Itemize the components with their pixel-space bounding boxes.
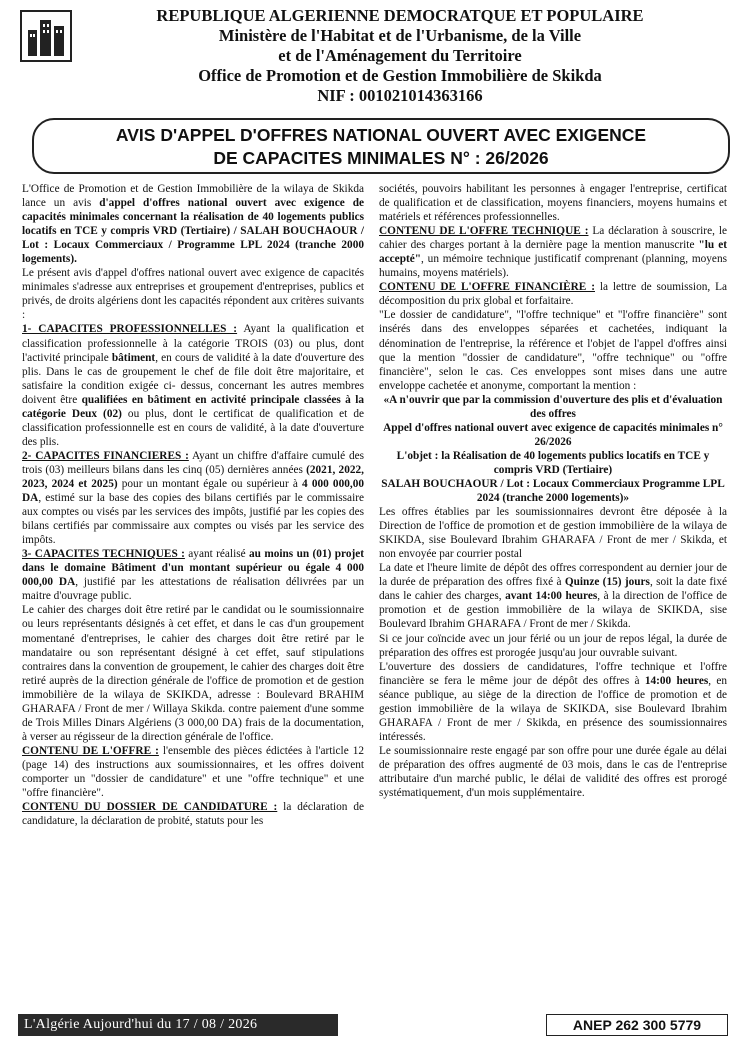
application-content bbox=[22, 800, 364, 828]
deposit-paragraph: Les offres établies par les soumissionnaires devront être déposée à la Direction de l'office de promotion et de gestion immobilière de la wilaya de SKIKDA, sise Boulevard Ibrahim GHARAFA / Front de mer / Skikda, et non envoyée par courrier postal bbox=[379, 506, 727, 561]
text-run: L'ouverture des dossiers de candidatures, l'offre technique et l'offre financière se fera le même jour de dépôt des offres à bbox=[379, 660, 727, 687]
text-run: La déclaration à souscrire, le cahier des charges portant à la dernière page la mention manuscrite bbox=[379, 225, 727, 252]
financial-offer bbox=[379, 280, 727, 308]
text-run: ou plus, dont le certificat de qualification et de classification professionnelle est en cours de validité, à la date d'ouverture des plis. bbox=[22, 407, 365, 448]
building-logo-icon bbox=[20, 10, 72, 62]
right-column bbox=[379, 182, 727, 800]
deadline-paragraph bbox=[379, 561, 727, 631]
document-header bbox=[0, 0, 746, 112]
technical-offer-heading: CONTENU DE L'OFFRE TECHNIQUE : bbox=[379, 225, 589, 238]
validity-paragraph: Le soumissionnaire reste engagé par son offre pour une durée égale au délai de préparation des offres augmenté de 03 mois, dans le cas de l'entreprise attributaire d'un marché public, le délai de validité des offres est prorogé systématiquement, d'un mois supplémentaire. bbox=[379, 744, 727, 800]
text-run: La date et l'heure limite de dépôt des offres correspondent au dernier jour de la durée de préparation des offres fixé à bbox=[379, 562, 727, 589]
technical-capacity bbox=[22, 547, 364, 603]
left-column bbox=[22, 182, 364, 828]
financial-offer-heading: CONTENU DE L'OFFRE FINANCIÈRE : bbox=[379, 281, 595, 294]
text-run: l'ensemble des pièces édictées à l'article 12 (page 14) des instructions aux soumissionnaires, et les offres doivent comporter un "dossier de candidature" et une "offre technique" et une "offre financière". bbox=[22, 744, 364, 800]
publication-banner: L'Algérie Aujourd'hui du 17 / 08 / 2026 bbox=[18, 1014, 338, 1036]
notice-title-line-2: DE CAPACITES MINIMALES N° : 26/2026 bbox=[213, 148, 549, 168]
text-run: , à la direction de l'office de promotion et de gestion immobilière de la wilaya de SKIKDA, sise Boulevard Ibrahim GHARAFA / Front de mer / Skikda. bbox=[379, 590, 727, 631]
text-run: ayant réalisé bbox=[184, 548, 249, 561]
opening-paragraph bbox=[379, 660, 727, 744]
text-run: Ayant un chiffre d'affaire cumulé des trois (03) meilleurs bilans dans les cinq (05) dernières années bbox=[22, 449, 364, 476]
notice-title-box bbox=[32, 118, 730, 174]
text-run: "lu et accepté" bbox=[379, 239, 727, 266]
text-run: , en cours de validité à la date d'ouverture des plis. Dans le cas de groupement le chef de file doit être majoritaire, et satisfaire la condition exigée ci- dessus, concernant les autres membres doivent être bbox=[22, 351, 364, 406]
text-run: , justifié par les attestations de réalisation délivrées par un maitre d'ouvrage public. bbox=[22, 576, 364, 603]
text-run: Quinze (15) jours bbox=[564, 576, 650, 589]
header-text bbox=[80, 6, 720, 106]
text-run: pour un montant égale ou supérieur à bbox=[117, 477, 303, 490]
offer-heading: CONTENU DE L'OFFRE : bbox=[22, 744, 159, 757]
notice-title-line-1: AVIS D'APPEL D'OFFRES NATIONAL OUVERT AVEC EXIGENCE bbox=[115, 125, 647, 145]
application-continued: sociétés, pouvoirs habilitant les personnes à engager l'entreprise, certificat de qualification et de classification, moyens financiers, moyens humains et matériels et références professionnelles. bbox=[379, 183, 727, 224]
financial-heading: 2- CAPACITES FINANCIERES : bbox=[22, 449, 189, 462]
technical-heading: 3- CAPACITES TECHNIQUES : bbox=[22, 548, 185, 561]
offer-content bbox=[22, 744, 364, 800]
text-run: , estimé sur la base des copies des bilans certifiés par le commissaire aux comptes ou visés par les services des impôts, justifié par les copies des bilans certifiés par commissaire aux comptes ou visés par les service des impôts. bbox=[22, 492, 364, 547]
financial-capacity bbox=[22, 449, 364, 547]
header-nif: NIF : 001021014363166 bbox=[317, 86, 483, 105]
intro-paragraph bbox=[22, 182, 364, 266]
envelope-mention-1: «A n'ouvrir que par la commission d'ouverture des plis et d'évaluation des offres bbox=[383, 393, 723, 420]
anep-reference: ANEP 262 300 5779 bbox=[546, 1014, 728, 1036]
application-heading: CONTENU DU DOSSIER DE CANDIDATURE : bbox=[22, 801, 278, 814]
scope-paragraph: Le présent avis d'appel d'offres national ouvert avec exigence de capacités minimales s'adresse aux entreprises et groupement d'entreprises, publics et privés, de droits algériens dont les capacités répondent aux critères suivants : bbox=[22, 267, 364, 322]
text-run: , un mémoire technique justificatif comprenant (planning, moyens humains, moyens matériels). bbox=[379, 253, 727, 280]
professional-capacity bbox=[22, 322, 364, 448]
envelope-mention-2: Appel d'offres national ouvert avec exigence de capacités minimales n° 26/2026 bbox=[383, 421, 723, 448]
envelopes-paragraph: "Le dossier de candidature", "l'offre technique" et "l'offre financière" sont insérés dans des enveloppes séparées et cachetées, indiquant la dénomination de l'entreprise, la référence et l'objet de l'appel d'offres ainsi que la mention "dossier de candidature", "offre technique" ou "offre financière", selon le cas. Ces enveloppes sont mises dans une autre enveloppe cachetée et anonyme, comportant la mention : bbox=[379, 309, 727, 392]
text-run: bâtiment bbox=[111, 351, 156, 364]
intro-bold: d'appel d'offres national ouvert avec exigence de capacités minimales concernant la réalisation de 40 logements publics locatifs en TCE y compris VRD (Tertiaire) / SALAH BOUCHAOUR / Lot : Locaux Commerciaux / Programme LPL 2024 (tranche 2000 logements). bbox=[22, 197, 364, 266]
header-line-3: et de l'Aménagement du Territoire bbox=[278, 46, 522, 65]
text-run: , soit la date fixé dans le cahier des charges, bbox=[379, 576, 727, 603]
text-run: Ayant la qualification et classification professionnelle à la catégorie TROIS (03) ou plus, dont l'activité principale bbox=[22, 323, 365, 364]
professional-heading: 1- CAPACITES PROFESSIONNELLES : bbox=[22, 323, 238, 336]
text-run: 4 000 000,00 DA bbox=[22, 477, 364, 505]
text-run: la lettre de soumission, La décomposition du prix global et forfaitaire. bbox=[379, 281, 727, 308]
text-run: avant 14:00 heures bbox=[505, 590, 598, 603]
header-line-2: Ministère de l'Habitat et de l'Urbanisme, de la Ville bbox=[218, 26, 582, 45]
envelope-mention-3: L'objet : la Réalisation de 40 logements publics locatifs en TCE y compris VRD (Tertiaire) bbox=[396, 449, 710, 476]
specifications-paragraph: Le cahier des charges doit être retiré par le candidat ou le soumissionnaire ou leurs représentants désignés à cet effet, et dans le cas d'un groupement momentané d'entreprises, le cahier des charges doit être retiré par le mandataire ou son représentant désigné à cet effet, sauf stipulations contraires dans la convention de groupement, le cahier des charges doit être retiré auprès de la direction générale de l'office de promotion et de gestion immobilière de la wilaya de SKIKDA, adresse : Boulevard BRAHIM GHARAFA / Front de mer / Willaya Skikda. contre paiement d'une somme de Trois Milles Dinars Algériens (3 000,00 DA) frais de la documentation, à verser au régisseur de la direction générale de l'office. bbox=[22, 604, 364, 743]
text-run: 14:00 heures bbox=[644, 674, 709, 687]
text-run: , en séance publique, au siège de la direction de l'office de promotion et de gestion immobilière de la wilaya de SKIKDA, sise Boulevard Ibrahim GHARAFA / Front de mer / Skikda, en présence des soumissionnaires intéressés. bbox=[379, 674, 728, 743]
text-run: (2021, 2022, 2023, 2024 et 2025) bbox=[22, 463, 364, 490]
text-run: qualifiées en bâtiment en activité principale classées à la catégorie Deux (02) bbox=[22, 393, 364, 420]
envelope-mention-4: SALAH BOUCHAOUR / Lot : Locaux Commerciaux Programme LPL 2024 (tranche 2000 logements)» bbox=[381, 477, 725, 505]
text-run: au moins un (01) projet dans le domaine Bâtiment d'un montant supérieur ou égale 4 000 000,00 DA bbox=[22, 548, 365, 589]
holiday-paragraph: Si ce jour coïncide avec un jour férié ou un jour de repos légal, la durée de préparation des offres est prorogée jusqu'au jour ouvrable suivant. bbox=[379, 632, 727, 659]
header-line-1: REPUBLIQUE ALGERIENNE DEMOCRATQUE ET POPULAIRE bbox=[156, 6, 644, 25]
intro-text: L'Office de Promotion et de Gestion Immobilière de la wilaya de Skikda lance un avis bbox=[22, 183, 364, 210]
header-line-4: Office de Promotion et de Gestion Immobilière de Skikda bbox=[198, 66, 602, 85]
technical-offer bbox=[379, 224, 727, 280]
text-run: la déclaration de candidature, la déclaration de probité, statuts pour les bbox=[22, 801, 364, 828]
